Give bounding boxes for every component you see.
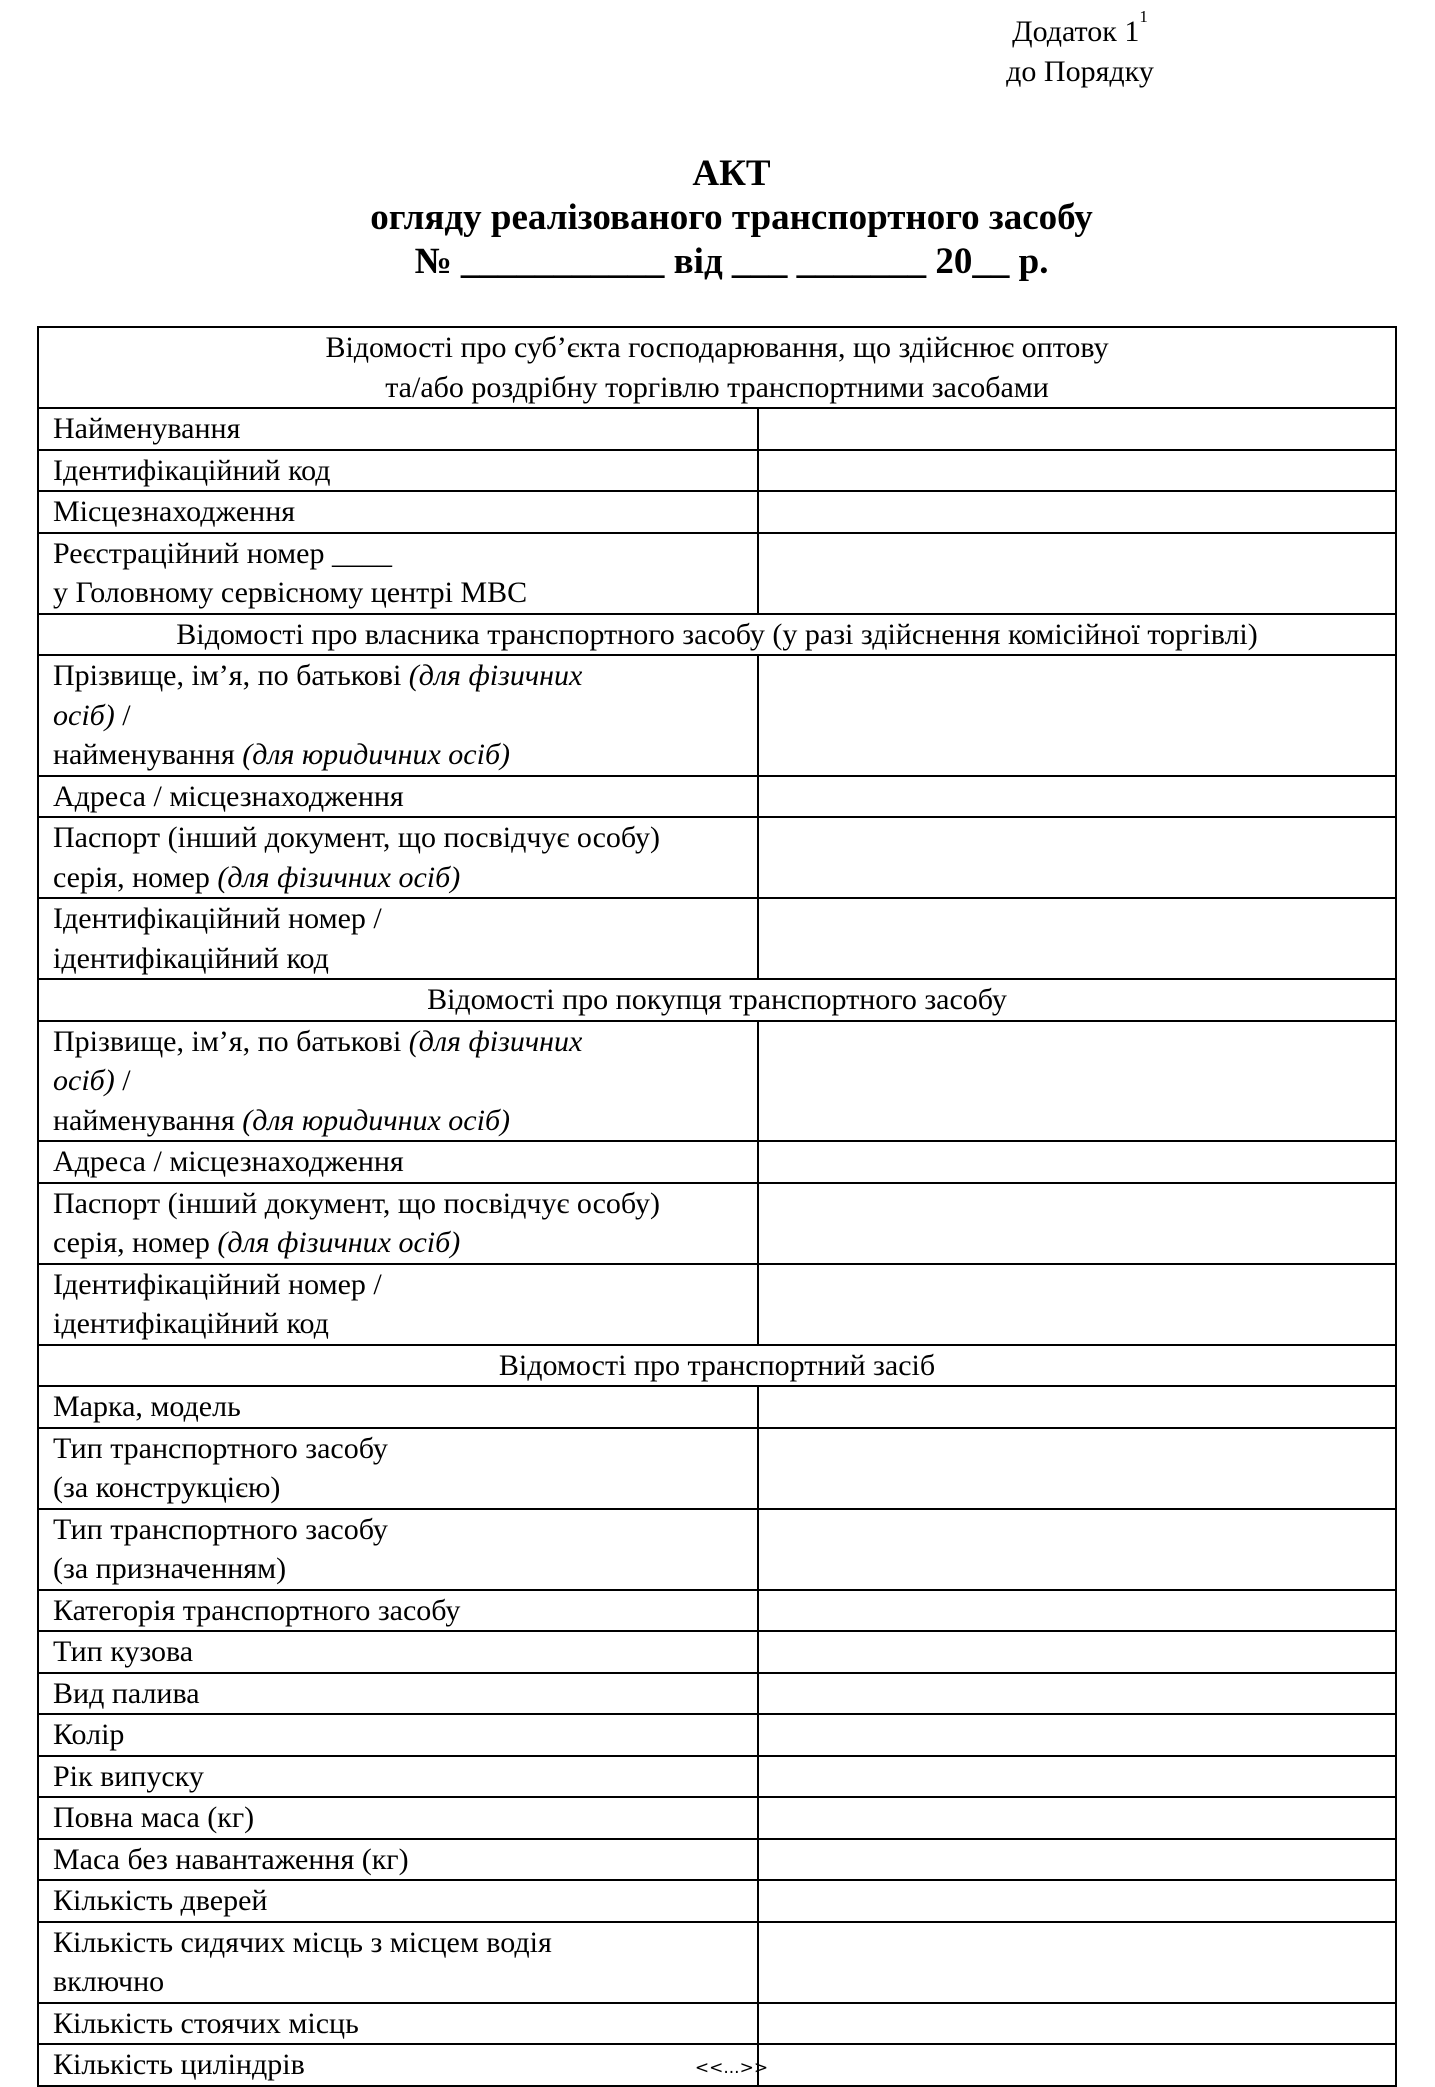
field-value-cell[interactable] xyxy=(758,1141,1396,1183)
field-value-cell[interactable] xyxy=(758,1839,1396,1881)
label-note: (для фізичних xyxy=(408,659,583,692)
label-note: (для фізичних осіб) xyxy=(217,860,461,894)
label-note: осіб) xyxy=(53,1064,115,1097)
title-line-1: АКТ xyxy=(692,153,771,194)
field-value-cell[interactable] xyxy=(758,1673,1396,1715)
form-row-buyer-passport xyxy=(38,1183,1396,1264)
label-text: Прізвище, ім’я, по батькові xyxy=(53,1024,409,1058)
field-value-cell[interactable] xyxy=(758,491,1396,533)
form-row-vehicle-category xyxy=(38,1590,1396,1632)
form-row-vehicle-gross-mass xyxy=(38,1797,1396,1839)
form-row-buyer-full-name xyxy=(38,1021,1396,1142)
field-value-cell[interactable] xyxy=(758,1880,1396,1922)
field-label-line: (за призначенням) xyxy=(53,1552,287,1585)
section-header-owner-row xyxy=(38,614,1396,656)
field-label xyxy=(38,1183,758,1264)
field-label-line: Ідентифікаційний номер / xyxy=(53,1267,382,1301)
form-row-vehicle-fuel-type xyxy=(38,1673,1396,1715)
field-label: Маса без навантаження (кг) xyxy=(38,1839,758,1881)
label-note: (для фізичних xyxy=(408,1024,583,1058)
field-label: Тип кузова xyxy=(38,1631,758,1673)
field-label-line: Тип транспортного засобу xyxy=(53,1431,388,1465)
act-form-table xyxy=(37,326,1397,2087)
section-header-buyer: Відомості про покупця транспортного засобу xyxy=(38,979,1396,1021)
field-value-cell[interactable] xyxy=(758,655,1396,776)
field-label-line xyxy=(53,735,757,775)
form-row-seller-reg-number xyxy=(38,533,1396,614)
field-label xyxy=(38,533,758,614)
field-label xyxy=(38,1922,758,2003)
form-row-owner-passport xyxy=(38,817,1396,898)
field-label: Повна маса (кг) xyxy=(38,1797,758,1839)
section-header-owner: Відомості про власника транспортного засобу (у разі здійснення комісійної торгівлі) xyxy=(38,614,1396,656)
field-value-cell[interactable] xyxy=(758,450,1396,492)
field-label-line: Тип транспортного засобу xyxy=(53,1512,388,1546)
field-label: Найменування xyxy=(38,408,758,450)
form-row-seller-location xyxy=(38,491,1396,533)
field-label: Адреса / місцезнаходження xyxy=(38,776,758,818)
label-text: / xyxy=(114,698,131,732)
label-text: найменування xyxy=(53,738,243,771)
field-label: Рік випуску xyxy=(38,1756,758,1798)
field-label-line: Паспорт (інший документ, що посвідчує особу) xyxy=(53,821,661,854)
field-label xyxy=(38,1021,758,1142)
field-label-line: (за конструкцією) xyxy=(53,1471,281,1504)
field-label-line xyxy=(53,1022,757,1062)
form-row-vehicle-seats xyxy=(38,1922,1396,2003)
form-row-owner-id-number xyxy=(38,898,1396,979)
section-header-seller-row xyxy=(38,327,1396,408)
field-value-cell[interactable] xyxy=(758,1922,1396,2003)
label-text: серія, номер xyxy=(53,1226,218,1259)
field-value-cell[interactable] xyxy=(758,2003,1396,2045)
field-label: Ідентифікаційний код xyxy=(38,450,758,492)
label-text: серія, номер xyxy=(53,860,218,894)
field-label-line: Реєстраційний номер ____ xyxy=(53,536,392,570)
field-value-cell[interactable] xyxy=(758,898,1396,979)
form-row-vehicle-color xyxy=(38,1714,1396,1756)
label-note: (для юридичних осіб) xyxy=(242,738,511,771)
field-value-cell[interactable] xyxy=(758,1797,1396,1839)
omission-marker: <<...>> xyxy=(694,2058,769,2078)
field-label xyxy=(38,655,758,776)
field-value-cell[interactable] xyxy=(758,817,1396,898)
title-line-3: № ___________ від ___ _______ 20__ р. xyxy=(414,241,1049,282)
field-value-cell[interactable] xyxy=(758,1264,1396,1345)
section-header-seller-line-2: та/або роздрібну торгівлю транспортними засобами xyxy=(385,370,1049,404)
form-row-buyer-id-number xyxy=(38,1264,1396,1345)
field-label-line: Паспорт (інший документ, що посвідчує особу) xyxy=(53,1186,661,1220)
field-label-line: Кількість сидячих місць з місцем водія xyxy=(53,1925,552,1959)
field-label xyxy=(38,1428,758,1509)
section-header-seller xyxy=(38,327,1396,408)
field-label-line xyxy=(53,696,757,736)
field-label-line: Ідентифікаційний номер / xyxy=(53,902,382,935)
field-value-cell[interactable] xyxy=(758,1756,1396,1798)
field-value-cell[interactable] xyxy=(758,1714,1396,1756)
field-label: Колір xyxy=(38,1714,758,1756)
field-value-cell[interactable] xyxy=(758,1183,1396,1264)
section-header-vehicle-row xyxy=(38,1345,1396,1387)
field-value-cell[interactable] xyxy=(758,533,1396,614)
form-row-vehicle-doors xyxy=(38,1880,1396,1922)
form-row-seller-name xyxy=(38,408,1396,450)
title-line-2: огляду реалізованого транспортного засобу xyxy=(370,197,1093,238)
field-value-cell[interactable] xyxy=(758,1428,1396,1509)
field-label: Кількість дверей xyxy=(38,1880,758,1922)
addendum-line-2: до Порядку xyxy=(1006,55,1154,88)
label-note: осіб) xyxy=(53,698,115,732)
label-note: (для фізичних осіб) xyxy=(217,1226,461,1259)
field-value-cell[interactable] xyxy=(758,1021,1396,1142)
field-label xyxy=(38,1509,758,1590)
field-label-line: ідентифікаційний код xyxy=(53,1307,329,1340)
field-label xyxy=(38,1264,758,1345)
field-label-line xyxy=(53,656,757,696)
form-row-buyer-address xyxy=(38,1141,1396,1183)
addendum-line-1: Додаток 1 xyxy=(1012,15,1140,48)
section-header-seller-line-1: Відомості про суб’єкта господарювання, що здійснює оптову xyxy=(325,331,1109,364)
field-label: Марка, модель xyxy=(38,1386,758,1428)
field-label-line xyxy=(53,1061,757,1101)
addendum-superscript: 1 xyxy=(1139,7,1148,26)
form-row-seller-id-code xyxy=(38,450,1396,492)
field-value-cell[interactable] xyxy=(758,1631,1396,1673)
form-row-vehicle-body-type xyxy=(38,1631,1396,1673)
field-label xyxy=(38,898,758,979)
field-label: Кількість стоячих місць xyxy=(38,2003,758,2045)
label-text: Прізвище, ім’я, по батькові xyxy=(53,659,409,692)
field-label: Адреса / місцезнаходження xyxy=(38,1141,758,1183)
field-label-line xyxy=(53,1223,757,1263)
field-label-line: ідентифікаційний код xyxy=(53,941,329,975)
field-label-line: у Головному сервісному центрі МВС xyxy=(53,576,528,609)
form-row-owner-address xyxy=(38,776,1396,818)
label-text: найменування xyxy=(53,1103,243,1137)
field-value-cell[interactable] xyxy=(758,1386,1396,1428)
label-note: (для юридичних осіб) xyxy=(242,1103,511,1137)
field-label: Категорія транспортного засобу xyxy=(38,1590,758,1632)
field-label: Вид палива xyxy=(38,1673,758,1715)
field-value-cell[interactable] xyxy=(758,1590,1396,1632)
field-label-line: включно xyxy=(53,1965,165,1998)
field-label: Місцезнаходження xyxy=(38,491,758,533)
form-row-vehicle-unladen-mass xyxy=(38,1839,1396,1881)
field-label-line xyxy=(53,1101,757,1141)
form-row-vehicle-standing xyxy=(38,2003,1396,2045)
label-text: / xyxy=(114,1064,131,1097)
form-row-vehicle-make-model xyxy=(38,1386,1396,1428)
form-row-owner-full-name xyxy=(38,655,1396,776)
field-value-cell[interactable] xyxy=(758,1509,1396,1590)
field-label: Кількість циліндрів xyxy=(38,2044,758,2086)
field-label-line xyxy=(53,858,757,898)
field-value-cell[interactable] xyxy=(758,776,1396,818)
addendum-note xyxy=(940,7,1220,92)
form-row-vehicle-type-construction xyxy=(38,1428,1396,1509)
field-label xyxy=(38,817,758,898)
document-title xyxy=(0,152,1435,284)
form-row-vehicle-year xyxy=(38,1756,1396,1798)
field-value-cell[interactable] xyxy=(758,408,1396,450)
form-row-vehicle-type-purpose xyxy=(38,1509,1396,1590)
section-header-buyer-row xyxy=(38,979,1396,1021)
section-header-vehicle: Відомості про транспортний засіб xyxy=(38,1345,1396,1387)
